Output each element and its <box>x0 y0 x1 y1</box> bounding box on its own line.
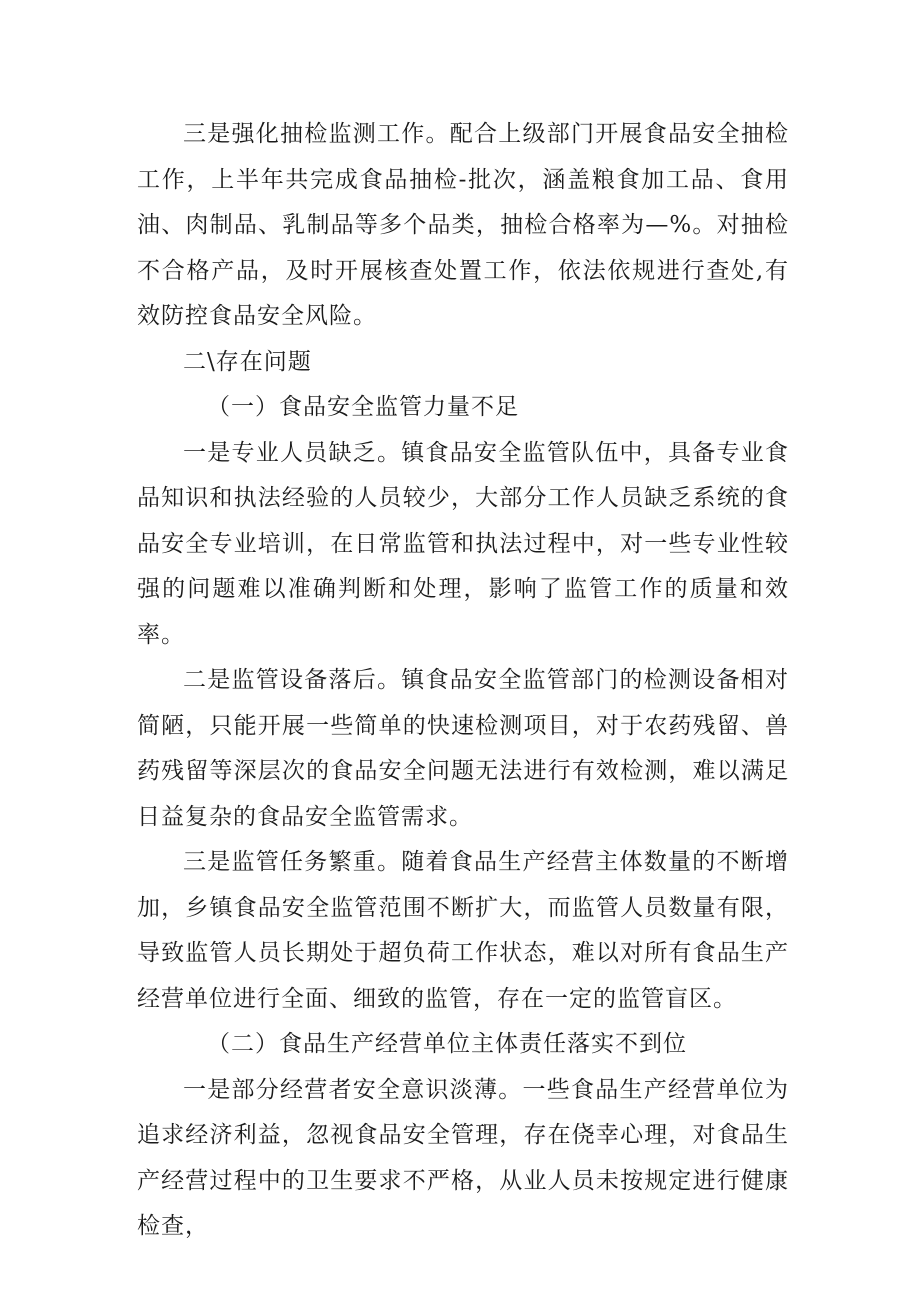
section-heading-problems: 二\存在问题 <box>183 348 312 375</box>
paragraph-staff-shortage: 一是专业人员缺乏。镇食品安全监管队伍中，具备专业食品知识和执法经验的人员较少，大部分工作人员缺乏系统的食品安全专业培训，在日常监管和执法过程中，对一些专业性较强的问题难以准确判断和处理，影响了监管工作的质量和效率。 <box>137 439 789 648</box>
paragraph-sampling-inspection: 三是强化抽检监测工作。配合上级部门开展食品安全抽检工作，上半年共完成食品抽检-批次，涵盖粮食加工品、食用油、肉制品、乳制品等多个品类，抽检合格率为—%。对抽检不合格产品，及时开展核查处置工作，依法依规进行查处,有效防控食品安全风险。 <box>137 121 789 329</box>
paragraph-weak-awareness: 一是部分经营者安全意识淡薄。一些食品生产经营单位为追求经济利益，忽视食品安全管理，存在侥幸心理，对食品生产经营过程中的卫生要求不严格，从业人员未按规定进行健康检查， <box>137 1076 789 1239</box>
paragraph-heavy-tasks: 三是监管任务繁重。随着食品生产经营主体数量的不断增加，乡镇食品安全监管范围不断扩大，而监管人员数量有限，导致监管人员长期处于超负荷工作状态，难以对所有食品生产经营单位进行全面、细致的监管，存在一定的监管盲区。 <box>137 849 789 1012</box>
paragraph-equipment-outdated: 二是监管设备落后。镇食品安全监管部门的检测设备相对简陋，只能开展一些简单的快速检测项目，对于农药残留、兽药残留等深层次的食品安全问题无法进行有效检测，难以满足日益复杂的食品安全监管需求。 <box>137 667 789 830</box>
document-body <box>137 112 789 1250</box>
subheading-responsibility-not-implemented: （二）食品生产经营单位主体责任落实不到位 <box>207 1031 687 1057</box>
subheading-supervision-insufficient: （一）食品安全监管力量不足 <box>207 394 519 420</box>
